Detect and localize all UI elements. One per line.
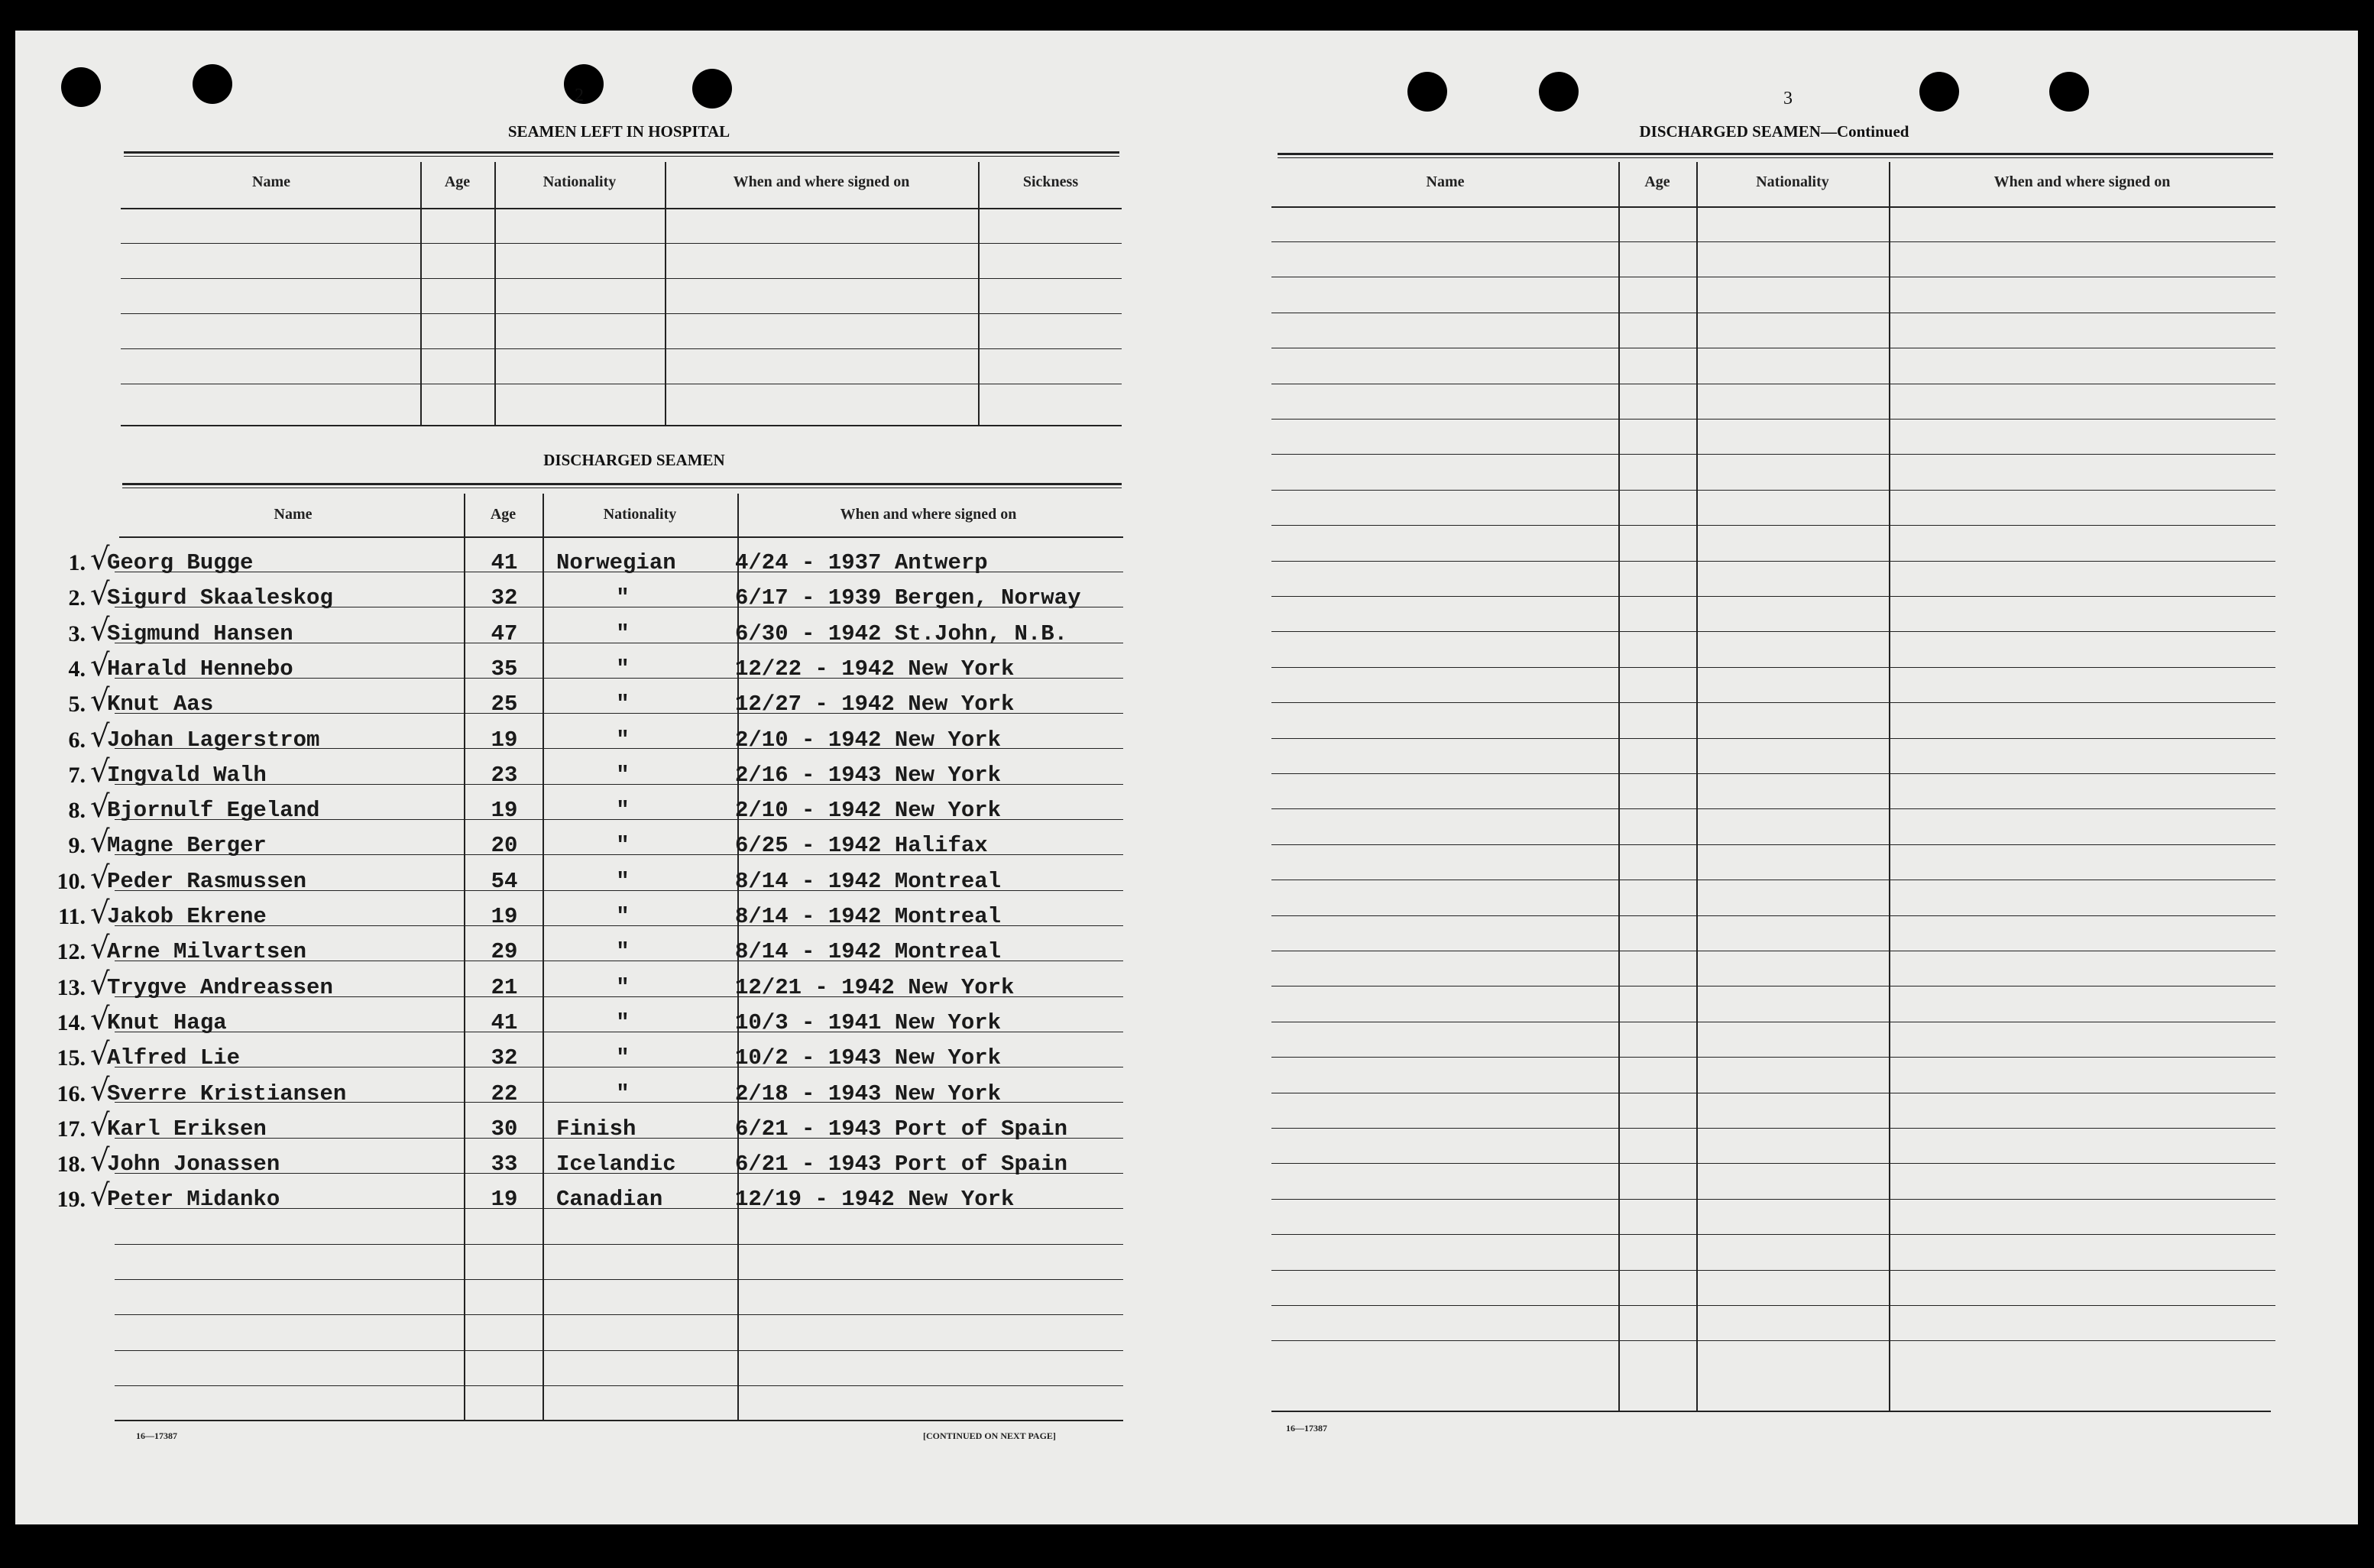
discharged-header-1: Age [490,506,517,523]
right-form-number: 16—17387 [1286,1423,1327,1434]
punch-hole [193,64,232,104]
hospital-header-3: When and where signed on [733,173,910,190]
row-number: 7. [68,763,86,788]
punch-hole [61,67,101,107]
hospital-row-line [121,348,1122,349]
signed-on: 8/14 - 1942 Montreal [735,939,1002,964]
seaman-age: 41 [491,1010,518,1035]
right-row-line [1271,1128,2275,1129]
seaman-nationality: " [616,869,630,894]
right-header-1: Age [1644,173,1670,190]
right-row-line [1271,1057,2275,1058]
right-row-line [1271,667,2275,668]
right-row-line [1271,1163,2275,1164]
row-number: 3. [68,621,86,646]
check-mark: √ [90,789,110,824]
signed-on: 6/17 - 1939 Bergen, Norway [735,585,1081,611]
seaman-nationality: " [616,763,630,788]
ledger-sheet [15,31,2358,1524]
seaman-age: 47 [491,621,518,646]
check-mark: √ [90,860,110,896]
seaman-name: Harald Hennebo [107,656,293,682]
discharged-header-2: Nationality [603,506,677,523]
row-number: 16. [57,1081,86,1106]
hospital-column-divider [978,162,980,425]
right-top-rule [1278,153,2273,155]
seaman-age: 25 [491,692,518,717]
check-mark: √ [90,754,110,789]
check-mark: √ [90,1143,110,1178]
seaman-name: Alfred Lie [107,1045,241,1071]
right-row-line [1271,915,2275,916]
seaman-name: Knut Haga [107,1010,227,1035]
seaman-nationality: Canadian [556,1187,663,1212]
check-mark: √ [90,1037,110,1072]
check-mark: √ [90,542,110,577]
check-mark: √ [90,1002,110,1037]
seaman-age: 20 [491,833,518,858]
right-bottom-rule [1271,1411,2271,1412]
signed-on: 10/3 - 1941 New York [735,1010,1002,1035]
row-number: 15. [57,1045,86,1071]
discharged-row-line [115,1244,1123,1245]
punch-hole [1539,72,1579,112]
seaman-name: Bjornulf Egeland [107,798,320,823]
right-header-2: Nationality [1756,173,1829,190]
check-mark: √ [90,1073,110,1108]
seaman-nationality: " [616,939,630,964]
right-column-divider [1618,162,1620,1412]
right-row-line [1271,702,2275,703]
check-mark: √ [90,648,110,683]
signed-on: 12/27 - 1942 New York [735,692,1015,717]
right-top-rule [1278,157,2273,158]
right-row-line [1271,1270,2275,1271]
hospital-header-0: Name [252,173,290,190]
hospital-row-line [121,313,1122,314]
seaman-nationality: Norwegian [556,550,676,575]
right-row-line [1271,596,2275,597]
signed-on: 8/14 - 1942 Montreal [735,904,1002,929]
signed-on: 2/16 - 1943 New York [735,763,1002,788]
right-row-line [1271,241,2275,242]
seaman-age: 35 [491,656,518,682]
seaman-age: 33 [491,1152,518,1177]
row-number: 9. [68,833,86,858]
signed-on: 12/19 - 1942 New York [735,1187,1015,1212]
right-header-rule [1271,206,2275,208]
check-mark: √ [90,967,110,1002]
right-header-0: Name [1426,173,1465,190]
row-number: 17. [57,1116,86,1142]
punch-hole [1919,72,1959,112]
punch-hole [2049,72,2089,112]
check-mark: √ [90,719,110,754]
seaman-nationality: " [616,798,630,823]
row-number: 2. [68,585,86,611]
seaman-name: John Jonassen [107,1152,280,1177]
signed-on: 6/21 - 1943 Port of Spain [735,1116,1068,1142]
discharged-header-rule [119,536,1123,538]
hospital-bottom-rule [121,425,1122,426]
check-mark: √ [90,683,110,718]
right-column-divider [1889,162,1890,1412]
check-mark: √ [90,1108,110,1143]
right-row-line [1271,525,2275,526]
right-row-line [1271,808,2275,809]
right-column-divider [1696,162,1698,1412]
row-number: 1. [68,550,86,575]
row-number: 13. [57,975,86,1000]
check-mark: √ [90,1178,110,1213]
seaman-nationality: " [616,904,630,929]
hospital-top-rule [124,151,1119,154]
right-row-line [1271,1199,2275,1200]
seaman-age: 19 [491,727,518,753]
seaman-age: 19 [491,798,518,823]
signed-on: 6/25 - 1942 Halifax [735,833,988,858]
discharged-row-line [115,1314,1123,1315]
seaman-nationality: " [616,727,630,753]
right-page-number: 3 [1783,89,1793,109]
right-row-line [1271,454,2275,455]
signed-on: 10/2 - 1943 New York [735,1045,1002,1071]
row-number: 4. [68,656,86,682]
right-row-line [1271,738,2275,739]
seaman-nationality: Finish [556,1116,636,1142]
seaman-name: Peder Rasmussen [107,869,307,894]
punch-hole [692,69,732,109]
right-row-line [1271,419,2275,420]
hospital-top-rule [124,156,1119,157]
seaman-age: 30 [491,1116,518,1142]
seaman-nationality: " [616,692,630,717]
right-title: DISCHARGED SEAMEN—Continued [1639,122,1909,141]
seaman-name: Trygve Andreassen [107,975,333,1000]
right-row-line [1271,844,2275,845]
seaman-name: Magne Berger [107,833,267,858]
seaman-name: Peter Midanko [107,1187,280,1212]
seaman-nationality: " [616,1081,630,1106]
right-row-line [1271,1234,2275,1235]
seaman-name: Ingvald Walh [107,763,267,788]
row-number: 11. [58,904,86,929]
discharged-title: DISCHARGED SEAMEN [543,451,725,469]
row-number: 12. [57,939,86,964]
check-mark: √ [90,931,110,966]
discharged-header-0: Name [274,506,313,523]
signed-on: 12/21 - 1942 New York [735,975,1015,1000]
signed-on: 4/24 - 1937 Antwerp [735,550,988,575]
row-number: 19. [57,1187,86,1212]
signed-on: 2/10 - 1942 New York [735,798,1002,823]
seaman-nationality: " [616,656,630,682]
seaman-age: 32 [491,585,518,611]
seaman-nationality: " [616,833,630,858]
hospital-column-divider [420,162,422,425]
right-row-line [1271,490,2275,491]
hospital-row-line [121,278,1122,279]
left-form-number: 16—17387 [136,1430,177,1441]
right-header-3: When and where signed on [1993,173,2171,190]
seaman-name: Knut Aas [107,692,214,717]
punch-hole [1407,72,1447,112]
discharged-header-3: When and where signed on [840,506,1017,523]
seaman-name: Karl Eriksen [107,1116,267,1142]
hospital-header-rule [121,208,1122,209]
seaman-age: 23 [491,763,518,788]
hospital-column-divider [665,162,666,425]
check-mark: √ [90,824,110,860]
signed-on: 8/14 - 1942 Montreal [735,869,1002,894]
seaman-name: Arne Milvartsen [107,939,307,964]
right-row-line [1271,631,2275,632]
seaman-age: 41 [491,550,518,575]
continued-note: [CONTINUED ON NEXT PAGE] [923,1430,1056,1441]
check-mark: √ [90,896,110,931]
row-number: 10. [57,869,86,894]
seaman-nationality: " [616,1045,630,1071]
signed-on: 12/22 - 1942 New York [735,656,1015,682]
hospital-row-line [121,243,1122,244]
check-mark: √ [90,613,110,648]
right-row-line [1271,773,2275,774]
discharged-row-line [115,1279,1123,1280]
seaman-nationality: " [616,1010,630,1035]
hospital-header-2: Nationality [542,173,617,190]
seaman-age: 19 [491,1187,518,1212]
seaman-nationality: " [616,975,630,1000]
seaman-name: Sigmund Hansen [107,621,293,646]
hospital-header-1: Age [444,173,471,190]
seaman-name: Johan Lagerstrom [107,727,320,753]
hospital-header-4: Sickness [1022,173,1079,190]
seaman-age: 54 [491,869,518,894]
right-row-line [1271,1340,2275,1341]
seaman-age: 21 [491,975,518,1000]
hospital-title: SEAMEN LEFT IN HOSPITAL [507,122,730,141]
seaman-name: Sverre Kristiansen [107,1081,347,1106]
right-row-line [1271,561,2275,562]
seaman-name: Sigurd Skaaleskog [107,585,333,611]
seaman-age: 19 [491,904,518,929]
check-mark: √ [90,577,110,612]
seaman-age: 29 [491,939,518,964]
seaman-nationality: " [616,585,630,611]
discharged-top-rule [122,483,1122,485]
seaman-name: Georg Bugge [107,550,254,575]
left-page-number: 2 [575,86,584,105]
discharged-column-divider [542,494,544,1420]
seaman-name: Jakob Ekrene [107,904,267,929]
hospital-column-divider [494,162,496,425]
row-number: 18. [57,1152,86,1177]
row-number: 5. [68,692,86,717]
discharged-row-line [115,1385,1123,1386]
row-number: 14. [57,1010,86,1035]
discharged-column-divider [464,494,465,1420]
signed-on: 6/30 - 1942 St.John, N.B. [735,621,1068,646]
seaman-nationality: " [616,621,630,646]
signed-on: 2/10 - 1942 New York [735,727,1002,753]
seaman-age: 22 [491,1081,518,1106]
seaman-age: 32 [491,1045,518,1071]
signed-on: 6/21 - 1943 Port of Spain [735,1152,1068,1177]
discharged-bottom-rule [115,1420,1123,1421]
row-number: 8. [68,798,86,823]
right-row-line [1271,1305,2275,1306]
row-number: 6. [68,727,86,753]
signed-on: 2/18 - 1943 New York [735,1081,1002,1106]
punch-hole [564,64,604,104]
seaman-nationality: Icelandic [556,1152,676,1177]
discharged-row-line [115,1350,1123,1351]
